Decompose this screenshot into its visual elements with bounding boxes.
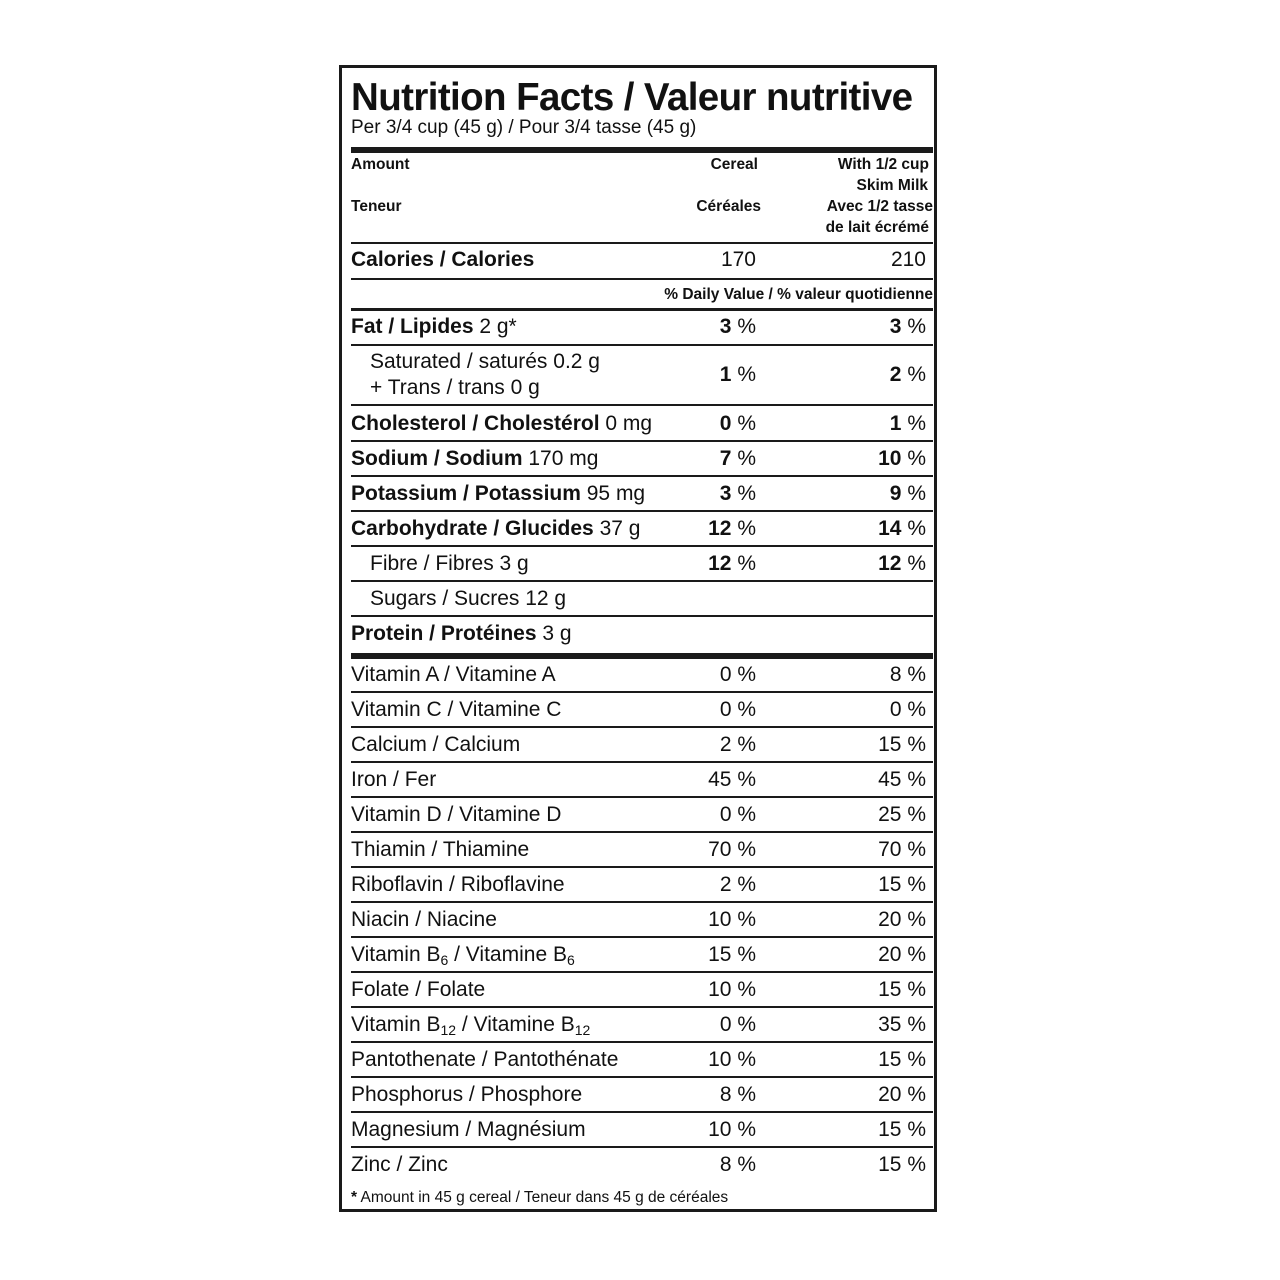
divider — [351, 404, 933, 406]
cereal-dv: 45 % — [708, 768, 756, 791]
nutrient-name: Fat / Lipides — [351, 315, 474, 338]
divider — [351, 901, 933, 903]
nutrient-amount: 95 mg — [586, 482, 646, 505]
milk-dv: 35 % — [878, 1013, 926, 1036]
cereal-dv: 7 — [719, 447, 732, 470]
divider — [351, 971, 933, 973]
milk-dv: 70 % — [878, 838, 926, 861]
vitamin-name: Vitamin D / Vitamine D — [351, 803, 562, 826]
footnote-text: Amount in 45 g cereal / Teneur dans 45 g de céréales — [360, 1189, 729, 1206]
cereal-dv: 2 % — [719, 873, 756, 896]
cereal-dv: 2 % — [719, 733, 756, 756]
divider — [351, 1041, 933, 1043]
vitamin-name: Phosphorus / Phosphore — [351, 1083, 583, 1106]
milk-dv: 12 — [878, 552, 902, 575]
header-teneur: Teneur — [351, 198, 402, 215]
cereal-dv: 0 % — [719, 1013, 756, 1036]
divider — [351, 726, 933, 728]
vitamin-name-part: Vitamin B — [351, 943, 441, 966]
divider — [351, 1006, 933, 1008]
vitamin-name: Iron / Fer — [351, 768, 437, 791]
nutrient-name: Potassium / Potassium — [351, 482, 581, 505]
nutrition-facts-panel: Nutrition Facts / Valeur nutritive Per 3/4 cup (45 g) / Pour 3/4 tasse (45 g) Amount Teneur Cereal Céréales With 1/2 cup Skim Milk Avec 1/2 tasse de lait écrémé Calories / Calories 170 210 % Daily Value / % valeur quotidienne Fat / Lipides 2 g* 3 % 3 % Saturated / saturés 0.2 g + Trans / trans 0 g 1 % 2 % Cholesterol / Cholestérol 0 mg 0 % 1 % Sodium / Sodium 170 mg 7 % 10 % Potassium / Potassium 95 mg 3 % 9 % Carbohydrate / Glucides 37 g 12 % 14 % Fibre / Fibres 3 g 12 % 12 % Sugars / Sucres 12 g Protein / Protéines 3 g Vitamin A / Vitamine A 0 % 8 % Vitamin C / Vitamine C 0 % 0 % Calcium / Calcium 2 % 15 % Iron / Fer 45 % 45 % Vitamin D / Vitamine D 0 % 25 % Thiamin / Thiamine 70 % 70 % Riboflavin / Riboflavine 2 % 15 % Niacin / Niacine 10 % 20 % Vitamin $B_6$ / Vitamine $B_6$ 15 % 20 % Folate / Folate 10 % 15 % Vitamin $B_{12}$ / Vitamine $B_{12}$ 0 % 35 % Pantothenate / Pantothénate 10 % 15 % Phosphorus / Phosphore 8 % 20 % Magnesium / Magnésium 10 % 15 % Zinc / Zinc 8 % 15 % * Amount in 45 g cereal / Teneur dans 45 g de céréales — [339, 65, 937, 1212]
vitamin-name: Zinc / Zinc — [351, 1153, 448, 1176]
cereal-dv: 0 % — [719, 803, 756, 826]
vitamin-name-part: / Vitamine B — [456, 1013, 575, 1036]
nutrient-amount: 37 g — [599, 517, 641, 540]
cereal-dv: 10 % — [708, 978, 756, 1001]
vitamin-name: Pantothenate / Pantothénate — [351, 1048, 619, 1071]
cereal-dv: 3 — [719, 482, 732, 505]
vitamin-name: Niacin / Niacine — [351, 908, 497, 931]
vitamin-name — [351, 1013, 590, 1037]
cereal-dv: 1 — [719, 363, 732, 386]
vitamin-name: Vitamin C / Vitamine C — [351, 698, 562, 721]
vitamin-name-part: Vitamin B — [351, 1013, 441, 1036]
footnote-star: * — [351, 1189, 358, 1206]
header-with-milk-line2: Skim Milk — [856, 177, 928, 194]
divider — [351, 308, 933, 311]
milk-dv: 15 % — [878, 873, 926, 896]
milk-dv: 20 % — [878, 908, 926, 931]
milk-dv: 15 % — [878, 978, 926, 1001]
cereal-dv: 10 % — [708, 908, 756, 931]
milk-dv: 15 % — [878, 1153, 926, 1176]
nutrient-amount: 3 g — [542, 622, 572, 645]
divider — [351, 278, 933, 280]
nutrient-name: Carbohydrate / Glucides — [351, 517, 594, 540]
vitamin-name: Folate / Folate — [351, 978, 486, 1001]
cereal-dv: 70 % — [708, 838, 756, 861]
milk-dv: 1 — [889, 412, 902, 435]
nutrient-amount: 2 g* — [479, 315, 517, 338]
header-avec-line2: de lait écrémé — [825, 219, 929, 236]
divider — [351, 866, 933, 868]
subscript: 12 — [440, 1022, 457, 1038]
nutrient-amount: 170 mg — [528, 447, 599, 470]
milk-dv: 15 % — [878, 733, 926, 756]
thick-divider — [351, 147, 933, 153]
milk-dv: 14 — [878, 517, 902, 540]
vitamin-name: Riboflavin / Riboflavine — [351, 873, 565, 896]
nutrient-name: Protein / Protéines — [351, 622, 537, 645]
milk-dv: 20 % — [878, 1083, 926, 1106]
cereal-dv: 0 — [719, 412, 732, 435]
divider — [351, 242, 933, 244]
calories-with-milk: 210 — [890, 248, 926, 271]
cereal-dv: 0 % — [719, 698, 756, 721]
divider — [351, 440, 933, 442]
milk-dv: 25 % — [878, 803, 926, 826]
divider — [351, 510, 933, 512]
divider — [351, 475, 933, 477]
divider — [351, 761, 933, 763]
calories-label: Calories / Calories — [351, 248, 535, 271]
cereal-dv: 15 % — [708, 943, 756, 966]
divider — [351, 545, 933, 547]
milk-dv: 45 % — [878, 768, 926, 791]
nutrient-name: Saturated / saturés 0.2 g — [370, 350, 600, 373]
vitamin-name-part: / Vitamine B — [448, 943, 567, 966]
divider — [351, 1111, 933, 1113]
milk-dv: 8 % — [889, 663, 926, 686]
vitamin-name: Thiamin / Thiamine — [351, 838, 530, 861]
milk-dv: 9 — [889, 482, 902, 505]
milk-dv: 10 — [878, 447, 902, 470]
daily-value-header: % Daily Value / % valeur quotidienne — [664, 286, 933, 303]
milk-dv: 15 % — [878, 1048, 926, 1071]
nutrient-name-line2: + Trans / trans 0 g — [370, 376, 540, 399]
divider — [351, 1076, 933, 1078]
milk-dv: 2 — [889, 363, 902, 386]
divider — [351, 936, 933, 938]
vitamin-name: Calcium / Calcium — [351, 733, 521, 756]
vitamin-name: Vitamin A / Vitamine A — [351, 663, 556, 686]
divider — [351, 831, 933, 833]
milk-dv: 15 % — [878, 1118, 926, 1141]
subscript: 6 — [566, 952, 575, 968]
vitamin-name — [351, 943, 575, 967]
cereal-dv: 0 % — [719, 663, 756, 686]
header-avec-line1: Avec 1/2 tasse — [826, 198, 933, 215]
divider — [351, 344, 933, 346]
vitamin-name: Magnesium / Magnésium — [351, 1118, 586, 1141]
divider — [351, 691, 933, 693]
nutrient-name: Sugars / Sucres 12 g — [370, 587, 567, 610]
nutrient-name: Fibre / Fibres 3 g — [370, 552, 529, 575]
divider — [351, 615, 933, 617]
divider — [351, 796, 933, 798]
header-with-milk-line1: With 1/2 cup — [837, 156, 929, 173]
header-amount: Amount — [351, 156, 410, 173]
cereal-dv: 12 — [708, 517, 732, 540]
divider — [351, 1146, 933, 1148]
milk-dv: 3 — [889, 315, 902, 338]
milk-dv: 20 % — [878, 943, 926, 966]
cereal-dv: 12 — [708, 552, 732, 575]
divider — [351, 580, 933, 582]
calories-cereal: 170 — [720, 248, 756, 271]
label-title: Nutrition Facts / Valeur nutritive — [351, 76, 913, 119]
cereal-dv: 10 % — [708, 1048, 756, 1071]
nutrient-name: Sodium / Sodium — [351, 447, 523, 470]
milk-dv: 0 % — [889, 698, 926, 721]
header-cereales: Céréales — [696, 198, 761, 215]
thick-divider — [351, 653, 933, 659]
cereal-dv: 3 — [719, 315, 732, 338]
header-cereal: Cereal — [710, 156, 758, 173]
serving-size: Per 3/4 cup (45 g) / Pour 3/4 tasse (45 g) — [351, 117, 697, 138]
subscript: 12 — [574, 1022, 591, 1038]
cereal-dv: 8 % — [719, 1153, 756, 1176]
cereal-dv: 10 % — [708, 1118, 756, 1141]
nutrient-name: Cholesterol / Cholestérol — [351, 412, 600, 435]
nutrient-amount: 0 mg — [605, 412, 653, 435]
footnote — [351, 1189, 728, 1207]
cereal-dv: 8 % — [719, 1083, 756, 1106]
subscript: 6 — [440, 952, 449, 968]
